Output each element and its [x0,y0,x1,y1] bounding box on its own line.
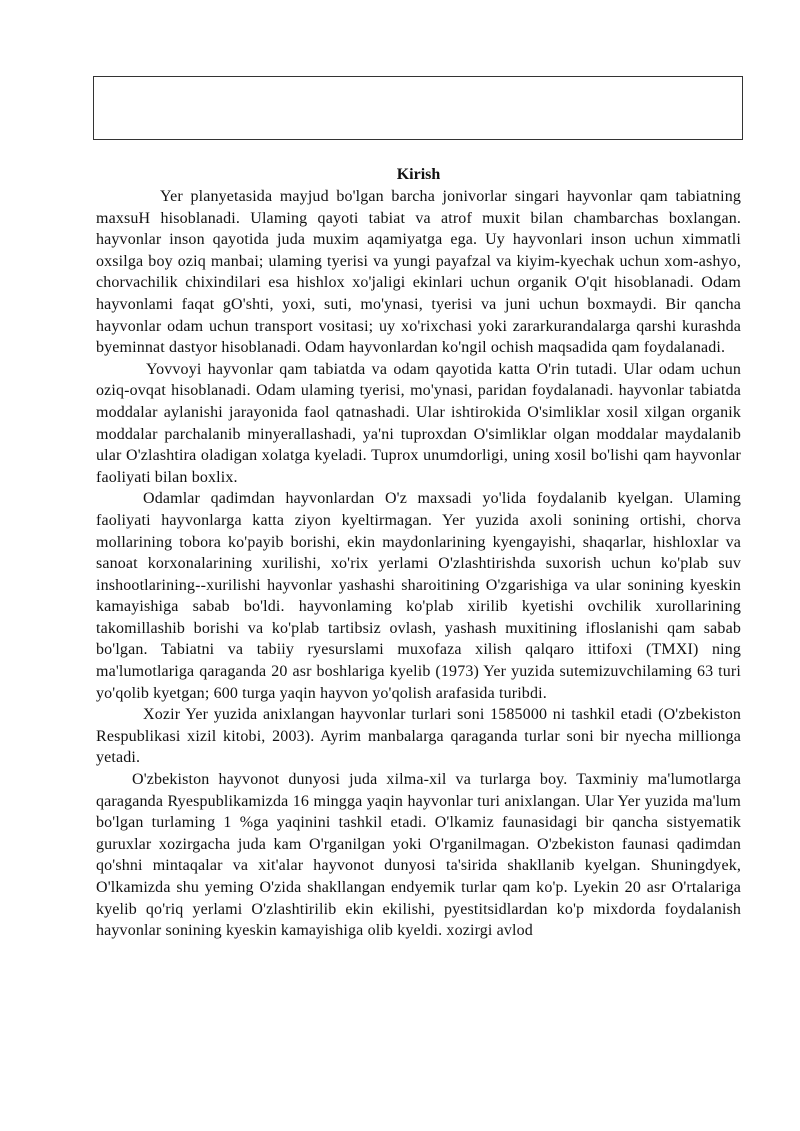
paragraph-1: Yer planyetasida mayjud bo'lgan barcha jonivorlar singari hayvonlar qam tabiatning maxsuH hisoblanadi. Ulaming qayoti tabiat va atrof muxit bilan chambarchas boxlangan. hayvonlar inson qayotida juda muxim aqamiyatga ega. Uy hayvonlari inson uchun ximmatli oxsilga boy oziq manbai; ulaming tyerisi va yungi payafzal va kiyim-kyechak uchun xom-ashyo, chorvachilik chixindilari esa hishlox xo'jaligi ekinlari uchun organik O'qit hisoblanadi. Odam hayvonlami faqat gO'shti, yoxi, suti, mo'ynasi, tyerisi va juni uchun boxmaydi. Bir qancha hayvonlar odam uchun transport vositasi; uy xo'rixchasi yoki zararkurandalarga qarshi kurashda byeminnat dastyor hisoblanadi. Odam hayvonlardan ko'ngil ochish maqsadida qam foydalanadi. [96,188,741,357]
document-body [96,164,741,942]
paragraph-3: Odamlar qadimdan hayvonlardan O'z maxsadi yo'lida foydalanib kyelgan. Ulaming faoliyati hayvonlarga katta ziyon kyeltirmagan. Yer yuzida axoli sonining ortishi, chorva mollarining tobora ko'payib borishi, ekin maydonlarining kyengayishi, shaqarlar, hishloxlar va sanoat korxonalarining xurilishi, xo'rix yerlami O'zlashtirishda suxorish uchun ko'plab suv inshootlarining--xurilishi hayvonlar yashashi sharoitining O'zgarishiga va ular sonining kyeskin kamayishiga sabab bo'ldi. hayvonlaming ko'plab xirilib kyetishi ovchilik xurollarining takomillashib borishi va ko'plab tartibsiz ovlash, yashash muxitining ifloslanishi qam sabab bo'lgan. Tabiatni va tabiiy ryesurslami muxofaza xilish qalqaro ittifoxi (TMXI) ning ma'lumotlariga qaraganda 20 asr boshlariga kyelib (1973) Yer yuzida sutemizuvchilaming 63 turi yo'qolib kyetgan; 600 turga yaqin hayvon yo'qolish arafasida turibdi. [96,490,741,702]
header-box [93,76,743,140]
paragraph-2: Yovvoyi hayvonlar qam tabiatda va odam qayotida katta O'rin tutadi. Ular odam uchun oziq-ovqat hisoblanadi. Odam ulaming tyerisi, mo'ynasi, paridan foydalanadi. hayvonlar tabiatda moddalar aylanishi jarayonida faol qatnashadi. Ular ishtirokida O'simliklar xosil xilgan organik moddalar parchalanib minyerallashadi, ya'ni tuproxdan O'simliklar olgan moddalar maydalanib ular O'zlashtira oladigan xolatga kyeladi. Tuprox unumdorligi, uning xosil bo'lishi qam hayvonlar faoliyati bilan boxlix. [96,360,741,486]
paragraph-4: Xozir Yer yuzida anixlangan hayvonlar turlari soni 1585000 ni tashkil etadi (O'zbekiston Respublikasi xizil kitobi, 2003). Ayrim manbalarga qaraganda turlar soni bir nyecha millionga yetadi. [96,706,741,767]
paragraph-5: O'zbekiston hayvonot dunyosi juda xilma-xil va turlarga boy. Taxminiy ma'lumotlarga qaraganda Ryespublikamizda 16 mingga yaqin hayvonlar turi anixlangan. Ular Yer yuzida ma'lum bo'lgan turlaming 1 %ga yaqinini tashkil etadi. O'lkamiz faunasidagi bir qancha sistyematik guruxlar xozirgacha juda kam O'rganilgan yoki O'rganilmagan. O'zbekiston faunasi qadimdan qo'shni mintaqalar va xit'alar hayvonot dunyosi ta'sirida shakllanib kyelgan. Shuningdyek, O'lkamizda shu yeming O'zida shakllangan endyemik turlar qam ko'p. Lyekin 20 asr O'rtalariga kyelib qo'riq yerlami O'zlashtirilib ekin ekilishi, pyestitsidlardan ko'p mixdorda foydalanish hayvonlar sonining kyeskin kamayishiga olib kyeldi. xozirgi avlod [96,771,741,940]
section-title: Kirish [396,166,441,183]
